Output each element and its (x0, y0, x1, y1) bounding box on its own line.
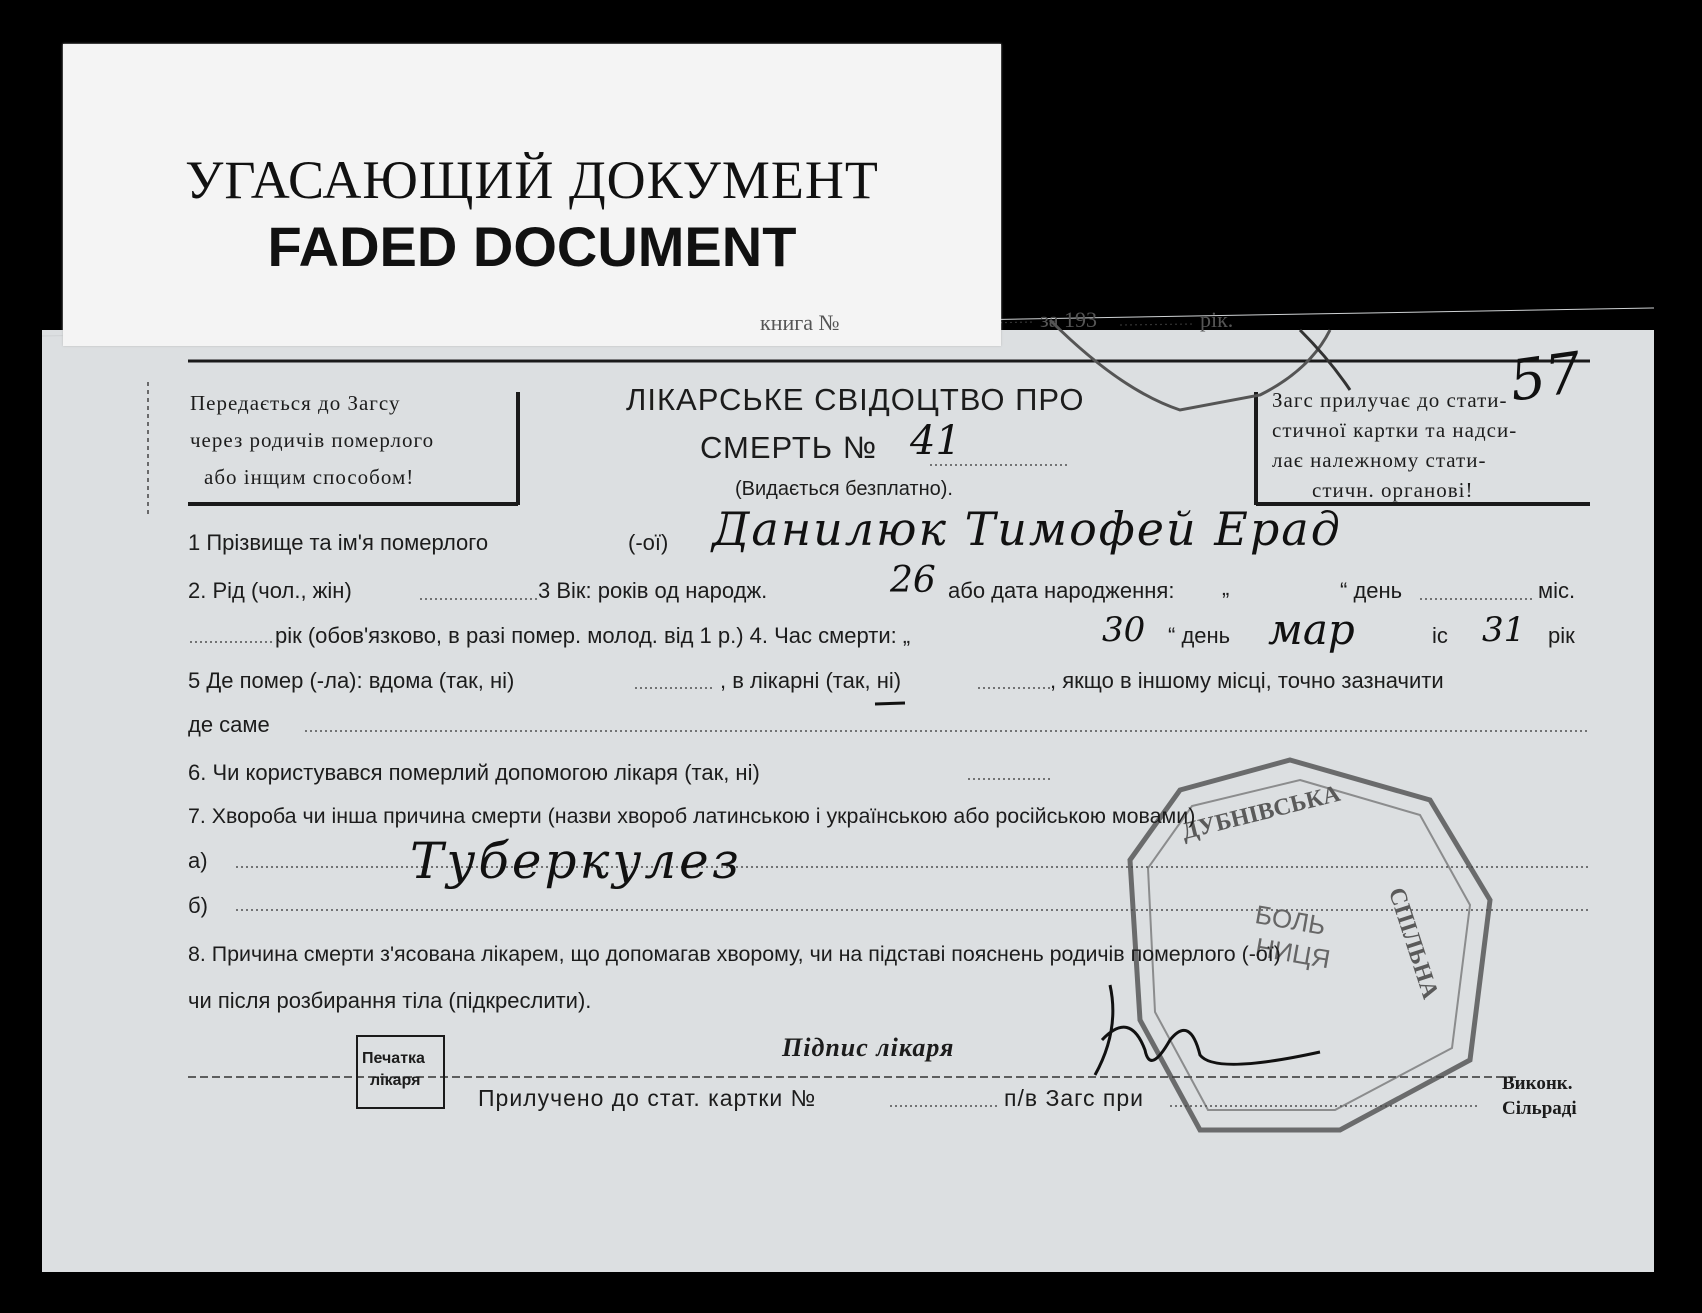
right-box-line-4: стичн. органові! (1312, 478, 1474, 502)
seal-box-line-2: лікаря (370, 1072, 421, 1089)
field-8-line-1: 8. Причина смерти з'ясована лікарем, що допомагав хворому, чи на підставі пояснень родичів померлого (-ої) (188, 942, 1281, 966)
left-box-line-3: або інщим способом! (204, 465, 415, 489)
certificate-subtitle: (Видається безплатно). (735, 478, 953, 500)
field-1-deceased-name: Данилюк Тимофей Ерад (712, 502, 1342, 556)
field-3-birth-label: або дата народження: (948, 578, 1175, 603)
top-book-label: книга № (760, 310, 840, 335)
field-3-age-handwritten: 26 (890, 560, 936, 601)
top-year-label: за 193 (1040, 307, 1097, 332)
field-4-month-label: іс (1432, 623, 1448, 648)
certificate-title-number-label: СМЕРТЬ № (700, 430, 877, 465)
vykonk-label: Виконк. (1502, 1073, 1573, 1094)
field-7-label: 7. Хвороба чи інша причина смерти (назви хвороб латинською і українською або російською мовами) (188, 804, 1196, 828)
field-3-label: 3 Вік: років од народж. (538, 578, 768, 603)
field-5-label: 5 Де помер (-ла): вдома (так, ні) (188, 668, 515, 693)
attached-to-card-label: Прилучено до стат. картки № (478, 1085, 817, 1111)
right-box-line-1: Загс прилучає до стати- (1272, 388, 1508, 412)
doctor-signature-label: Підпис лікаря (782, 1033, 955, 1062)
top-rik-label: рік. (1200, 307, 1234, 332)
right-box-line-3: лає належному стати- (1272, 448, 1487, 472)
silrady-label: Сільраді (1502, 1098, 1577, 1119)
field-5-other: , якщо в іншому місці, точно зазначити (1050, 668, 1444, 693)
seal-text-right: СПІЛЬНА (1382, 884, 1444, 1003)
field-3-month-label: міс. (1538, 578, 1576, 603)
field-1-suffix: (-ої) (628, 530, 669, 555)
seal-text-center-2: НИЦЯ (1253, 931, 1333, 975)
field-4-year-handwritten: 31 (1482, 610, 1526, 650)
field-5-where: де саме (188, 712, 270, 737)
seal-text-center: БОЛЬ (1253, 899, 1328, 941)
left-box-line-2: через родичів померлого (190, 428, 435, 452)
field-7b-label: б) (188, 893, 208, 918)
left-box-line-1: Передається до Загсу (190, 391, 401, 415)
seal-text-top: ДУБНІВСЬКА (1179, 780, 1343, 846)
overlay-title-ru: УГАСАЮЩИЙ ДОКУМЕНТ (185, 150, 879, 210)
certificate-number-handwritten: 41 (910, 418, 961, 464)
field-7a-disease-handwritten: Туберкулез (410, 832, 743, 890)
right-box-line-2: стичної картки та надси- (1272, 418, 1518, 442)
certificate-title: ЛІКАРСЬКЕ СВІДОЦТВО ПРО (626, 382, 1085, 417)
field-4-year-label: рік (1548, 623, 1575, 648)
field-3-day-label: “ день (1340, 578, 1403, 603)
overlay-title-en: FADED DOCUMENT (267, 215, 797, 278)
field-6-label: 6. Чи користувався померлий допомогою лікаря (так, ні) (188, 760, 760, 785)
field-4-year-line: рік (обов'язково, в разі помер. молод. від 1 р.) 4. Час смерти: „ (275, 623, 911, 648)
field-4-day-label: “ день (1168, 623, 1231, 648)
field-2-label: 2. Рід (чол., жін) (188, 578, 352, 603)
field-4-day-handwritten: 30 (1102, 610, 1146, 650)
zags-label: п/в Загс при (1004, 1085, 1145, 1111)
field-5-hospital: , в лікарні (так, ні) (720, 668, 902, 693)
seal-box-line-1: Печатка (362, 1050, 425, 1067)
field-3-day-open: „ (1222, 575, 1230, 600)
field-8-line-2: чи після розбирання тіла (підкреслити). (188, 988, 592, 1013)
field-1-label: 1 Прізвище та ім'я померлого (188, 530, 489, 555)
field-4-month-handwritten: мар (1268, 605, 1355, 654)
corner-number-handwritten: 57 (1505, 340, 1586, 415)
field-7a-label: а) (188, 848, 208, 873)
